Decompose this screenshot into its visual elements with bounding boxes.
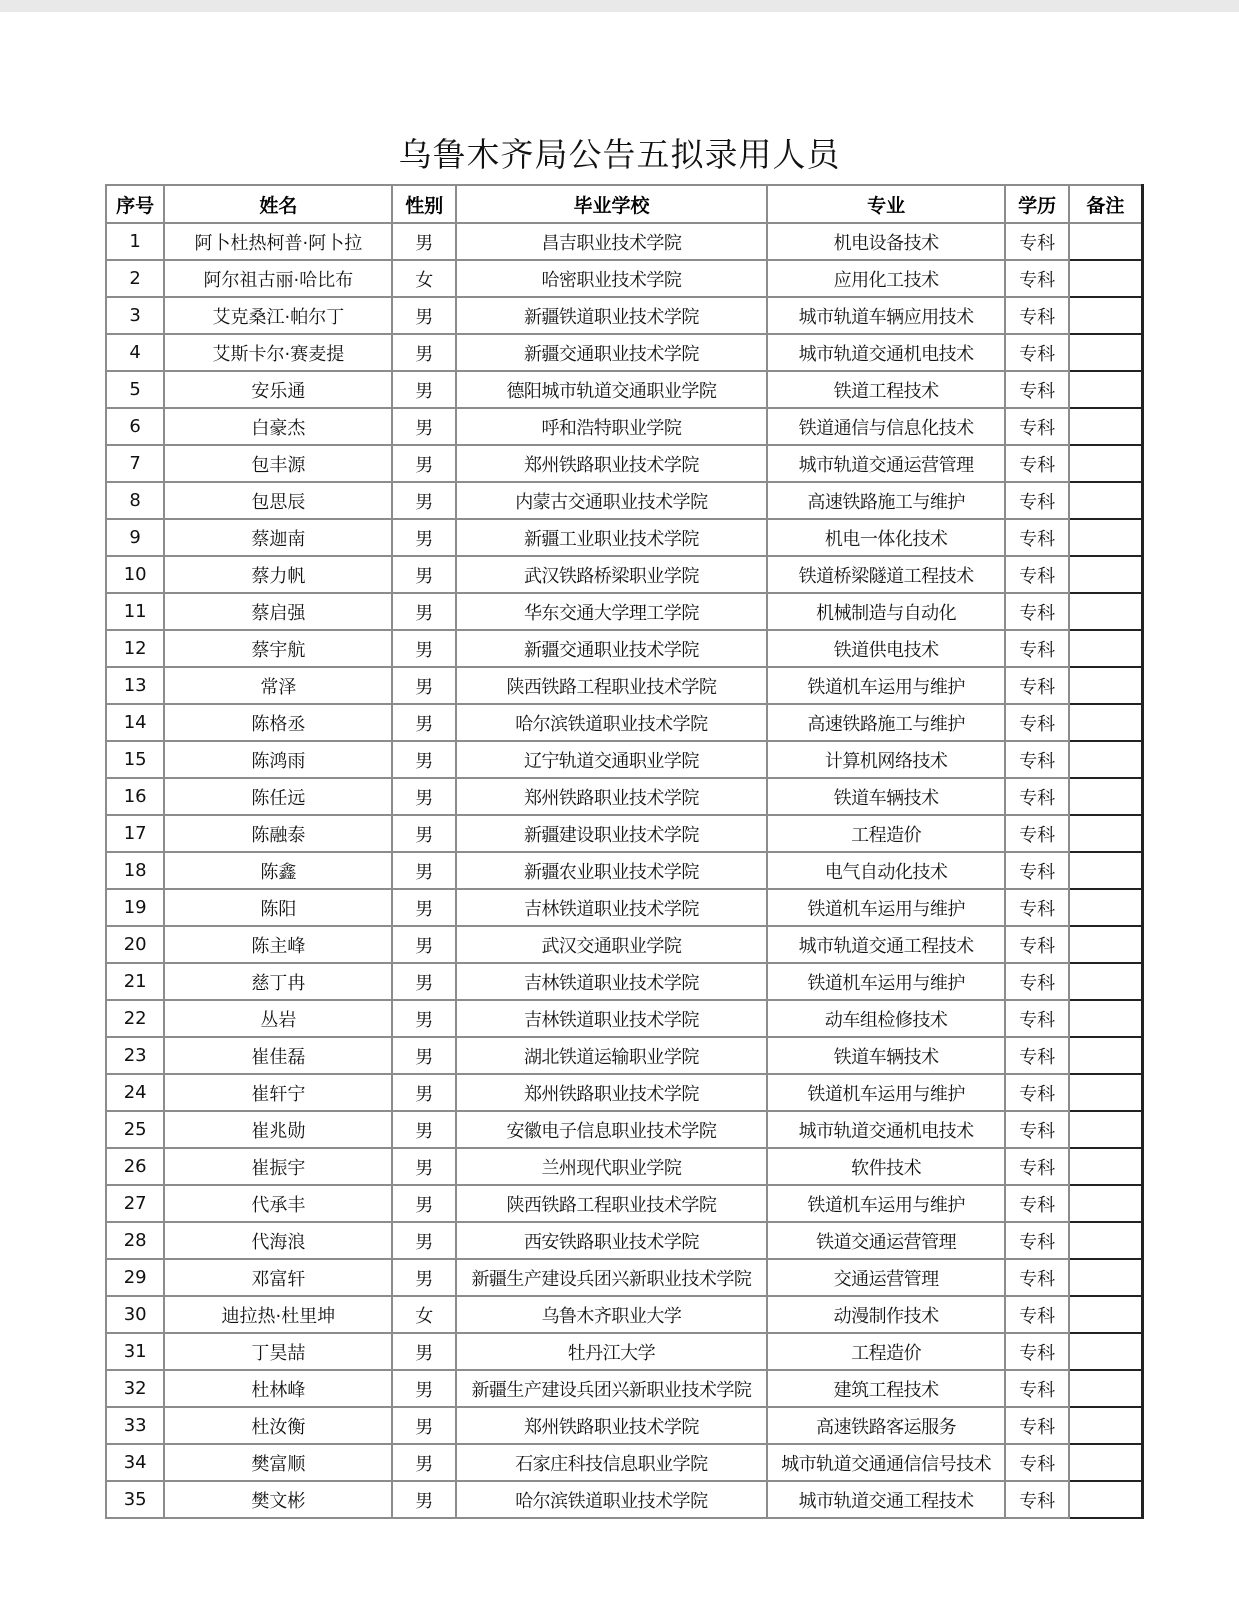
cell-school: 郑州铁路职业技术学院 <box>456 445 767 482</box>
cell-gender: 男 <box>392 223 455 260</box>
cell-school: 昌吉职业技术学院 <box>456 223 767 260</box>
table-row <box>106 482 1143 519</box>
cell-name: 代海浪 <box>164 1222 392 1259</box>
cell-education: 专科 <box>1005 1259 1068 1296</box>
cell-remark <box>1069 408 1143 445</box>
cell-index: 32 <box>106 1370 164 1407</box>
cell-major: 城市轨道交通运营管理 <box>767 445 1005 482</box>
cell-gender: 男 <box>392 1111 455 1148</box>
table-row <box>106 371 1143 408</box>
cell-gender: 男 <box>392 778 455 815</box>
cell-major: 机电设备技术 <box>767 223 1005 260</box>
table-header-row <box>106 185 1143 223</box>
table-row <box>106 297 1143 334</box>
cell-education: 专科 <box>1005 556 1068 593</box>
cell-major: 铁道机车运用与维护 <box>767 963 1005 1000</box>
cell-gender: 男 <box>392 1185 455 1222</box>
cell-gender: 男 <box>392 1074 455 1111</box>
cell-index: 14 <box>106 704 164 741</box>
cell-education: 专科 <box>1005 260 1068 297</box>
cell-major: 铁道交通运营管理 <box>767 1222 1005 1259</box>
cell-name: 包丰源 <box>164 445 392 482</box>
cell-index: 21 <box>106 963 164 1000</box>
cell-education: 专科 <box>1005 519 1068 556</box>
cell-major: 高速铁路客运服务 <box>767 1407 1005 1444</box>
cell-name: 樊文彬 <box>164 1481 392 1518</box>
cell-remark <box>1069 1481 1143 1518</box>
cell-education: 专科 <box>1005 630 1068 667</box>
cell-remark <box>1069 519 1143 556</box>
cell-major: 城市轨道交通通信信号技术 <box>767 1444 1005 1481</box>
cell-education: 专科 <box>1005 1222 1068 1259</box>
cell-remark <box>1069 1407 1143 1444</box>
cell-education: 专科 <box>1005 1185 1068 1222</box>
cell-school: 牡丹江大学 <box>456 1333 767 1370</box>
cell-name: 陈鸿雨 <box>164 741 392 778</box>
table-row <box>106 519 1143 556</box>
cell-name: 崔轩宁 <box>164 1074 392 1111</box>
cell-education: 专科 <box>1005 1333 1068 1370</box>
cell-index: 26 <box>106 1148 164 1185</box>
cell-school: 吉林铁道职业技术学院 <box>456 1000 767 1037</box>
cell-major: 软件技术 <box>767 1148 1005 1185</box>
cell-name: 崔佳磊 <box>164 1037 392 1074</box>
cell-education: 专科 <box>1005 371 1068 408</box>
cell-index: 20 <box>106 926 164 963</box>
cell-major: 铁道车辆技术 <box>767 778 1005 815</box>
cell-education: 专科 <box>1005 593 1068 630</box>
cell-gender: 男 <box>392 889 455 926</box>
cell-school: 武汉铁路桥梁职业学院 <box>456 556 767 593</box>
table-row <box>106 1074 1143 1111</box>
cell-gender: 男 <box>392 445 455 482</box>
cell-index: 22 <box>106 1000 164 1037</box>
table-row <box>106 1222 1143 1259</box>
cell-index: 30 <box>106 1296 164 1333</box>
cell-remark <box>1069 297 1143 334</box>
cell-index: 2 <box>106 260 164 297</box>
cell-education: 专科 <box>1005 445 1068 482</box>
cell-remark <box>1069 593 1143 630</box>
cell-school: 德阳城市轨道交通职业学院 <box>456 371 767 408</box>
cell-education: 专科 <box>1005 852 1068 889</box>
cell-index: 15 <box>106 741 164 778</box>
table-row <box>106 223 1143 260</box>
cell-education: 专科 <box>1005 297 1068 334</box>
cell-name: 代承丰 <box>164 1185 392 1222</box>
cell-gender: 男 <box>392 519 455 556</box>
cell-education: 专科 <box>1005 963 1068 1000</box>
cell-gender: 男 <box>392 704 455 741</box>
cell-school: 新疆铁道职业技术学院 <box>456 297 767 334</box>
cell-major: 城市轨道交通机电技术 <box>767 1111 1005 1148</box>
table-row <box>106 667 1143 704</box>
cell-index: 13 <box>106 667 164 704</box>
cell-name: 陈主峰 <box>164 926 392 963</box>
cell-school: 郑州铁路职业技术学院 <box>456 1074 767 1111</box>
cell-education: 专科 <box>1005 741 1068 778</box>
table-row <box>106 260 1143 297</box>
cell-school: 新疆生产建设兵团兴新职业技术学院 <box>456 1259 767 1296</box>
table-row <box>106 741 1143 778</box>
cell-major: 计算机网络技术 <box>767 741 1005 778</box>
cell-index: 4 <box>106 334 164 371</box>
cell-remark <box>1069 1148 1143 1185</box>
cell-index: 17 <box>106 815 164 852</box>
cell-gender: 男 <box>392 1000 455 1037</box>
cell-remark <box>1069 445 1143 482</box>
cell-name: 常泽 <box>164 667 392 704</box>
cell-remark <box>1069 926 1143 963</box>
cell-school: 安徽电子信息职业技术学院 <box>456 1111 767 1148</box>
table-row <box>106 926 1143 963</box>
cell-name: 杜汝衡 <box>164 1407 392 1444</box>
cell-education: 专科 <box>1005 1037 1068 1074</box>
cell-gender: 女 <box>392 1296 455 1333</box>
cell-education: 专科 <box>1005 778 1068 815</box>
cell-name: 阿卜杜热柯普·阿卜拉 <box>164 223 392 260</box>
table-row <box>106 963 1143 1000</box>
cell-major: 铁道车辆技术 <box>767 1037 1005 1074</box>
cell-education: 专科 <box>1005 408 1068 445</box>
header-gender: 性别 <box>392 185 455 223</box>
cell-index: 8 <box>106 482 164 519</box>
cell-education: 专科 <box>1005 926 1068 963</box>
cell-major: 动车组检修技术 <box>767 1000 1005 1037</box>
table-row <box>106 852 1143 889</box>
cell-name: 陈格丞 <box>164 704 392 741</box>
cell-gender: 男 <box>392 593 455 630</box>
cell-remark <box>1069 482 1143 519</box>
cell-gender: 男 <box>392 556 455 593</box>
cell-index: 29 <box>106 1259 164 1296</box>
cell-name: 崔兆勋 <box>164 1111 392 1148</box>
cell-gender: 男 <box>392 334 455 371</box>
table-body <box>106 223 1143 1518</box>
cell-index: 10 <box>106 556 164 593</box>
table-row <box>106 1259 1143 1296</box>
table-row <box>106 1111 1143 1148</box>
cell-education: 专科 <box>1005 1074 1068 1111</box>
cell-education: 专科 <box>1005 334 1068 371</box>
cell-index: 25 <box>106 1111 164 1148</box>
cell-major: 铁道机车运用与维护 <box>767 889 1005 926</box>
table-row <box>106 704 1143 741</box>
cell-name: 白豪杰 <box>164 408 392 445</box>
cell-school: 郑州铁路职业技术学院 <box>456 778 767 815</box>
cell-school: 哈密职业技术学院 <box>456 260 767 297</box>
cell-remark <box>1069 1222 1143 1259</box>
cell-name: 包思辰 <box>164 482 392 519</box>
cell-major: 城市轨道车辆应用技术 <box>767 297 1005 334</box>
table-row <box>106 334 1143 371</box>
cell-major: 铁道工程技术 <box>767 371 1005 408</box>
cell-gender: 男 <box>392 1037 455 1074</box>
cell-index: 19 <box>106 889 164 926</box>
cell-name: 慈丁冉 <box>164 963 392 1000</box>
cell-major: 城市轨道交通机电技术 <box>767 334 1005 371</box>
cell-major: 铁道供电技术 <box>767 630 1005 667</box>
table-row <box>106 778 1143 815</box>
cell-school: 吉林铁道职业技术学院 <box>456 963 767 1000</box>
cell-school: 呼和浩特职业学院 <box>456 408 767 445</box>
table-row <box>106 593 1143 630</box>
cell-gender: 男 <box>392 482 455 519</box>
cell-index: 34 <box>106 1444 164 1481</box>
cell-name: 安乐通 <box>164 371 392 408</box>
cell-remark <box>1069 815 1143 852</box>
header-education: 学历 <box>1005 185 1068 223</box>
cell-gender: 男 <box>392 741 455 778</box>
header-major: 专业 <box>767 185 1005 223</box>
cell-major: 工程造价 <box>767 815 1005 852</box>
cell-school: 石家庄科技信息职业学院 <box>456 1444 767 1481</box>
header-name: 姓名 <box>164 185 392 223</box>
cell-major: 铁道机车运用与维护 <box>767 667 1005 704</box>
cell-remark <box>1069 1185 1143 1222</box>
cell-remark <box>1069 1000 1143 1037</box>
table-row <box>106 1000 1143 1037</box>
cell-major: 铁道机车运用与维护 <box>767 1074 1005 1111</box>
cell-education: 专科 <box>1005 1444 1068 1481</box>
table-row <box>106 815 1143 852</box>
cell-school: 新疆工业职业技术学院 <box>456 519 767 556</box>
cell-education: 专科 <box>1005 1370 1068 1407</box>
cell-education: 专科 <box>1005 704 1068 741</box>
cell-index: 27 <box>106 1185 164 1222</box>
cell-remark <box>1069 1037 1143 1074</box>
page-title: 乌鲁木齐局公告五拟录用人员 <box>398 135 841 174</box>
cell-major: 铁道通信与信息化技术 <box>767 408 1005 445</box>
cell-index: 6 <box>106 408 164 445</box>
cell-name: 陈任远 <box>164 778 392 815</box>
table-row <box>106 1296 1143 1333</box>
cell-education: 专科 <box>1005 667 1068 704</box>
cell-school: 新疆农业职业技术学院 <box>456 852 767 889</box>
cell-name: 迪拉热·杜里坤 <box>164 1296 392 1333</box>
cell-remark <box>1069 260 1143 297</box>
cell-major: 工程造价 <box>767 1333 1005 1370</box>
cell-major: 电气自动化技术 <box>767 852 1005 889</box>
cell-name: 丁昊喆 <box>164 1333 392 1370</box>
cell-name: 蔡启强 <box>164 593 392 630</box>
cell-remark <box>1069 852 1143 889</box>
cell-name: 丛岩 <box>164 1000 392 1037</box>
table-row <box>106 1148 1143 1185</box>
cell-education: 专科 <box>1005 482 1068 519</box>
table-row <box>106 408 1143 445</box>
cell-major: 城市轨道交通工程技术 <box>767 926 1005 963</box>
cell-remark <box>1069 778 1143 815</box>
cell-education: 专科 <box>1005 1407 1068 1444</box>
table-row <box>106 1370 1143 1407</box>
cell-name: 陈融泰 <box>164 815 392 852</box>
cell-gender: 男 <box>392 1407 455 1444</box>
cell-education: 专科 <box>1005 1296 1068 1333</box>
cell-remark <box>1069 704 1143 741</box>
cell-gender: 男 <box>392 926 455 963</box>
cell-school: 辽宁轨道交通职业学院 <box>456 741 767 778</box>
cell-school: 湖北铁道运输职业学院 <box>456 1037 767 1074</box>
header-index: 序号 <box>106 185 164 223</box>
cell-name: 蔡力帆 <box>164 556 392 593</box>
cell-remark <box>1069 630 1143 667</box>
cell-gender: 男 <box>392 1444 455 1481</box>
cell-school: 内蒙古交通职业技术学院 <box>456 482 767 519</box>
candidate-table <box>105 184 1144 1519</box>
cell-major: 应用化工技术 <box>767 260 1005 297</box>
cell-name: 陈阳 <box>164 889 392 926</box>
cell-gender: 男 <box>392 815 455 852</box>
cell-name: 杜林峰 <box>164 1370 392 1407</box>
cell-school: 西安铁路职业技术学院 <box>456 1222 767 1259</box>
cell-name: 艾克桑江·帕尔丁 <box>164 297 392 334</box>
cell-school: 新疆交通职业技术学院 <box>456 334 767 371</box>
cell-remark <box>1069 1444 1143 1481</box>
cell-school: 陕西铁路工程职业技术学院 <box>456 667 767 704</box>
cell-major: 铁道机车运用与维护 <box>767 1185 1005 1222</box>
cell-education: 专科 <box>1005 815 1068 852</box>
cell-remark <box>1069 1370 1143 1407</box>
cell-gender: 男 <box>392 1333 455 1370</box>
cell-school: 陕西铁路工程职业技术学院 <box>456 1185 767 1222</box>
cell-remark <box>1069 667 1143 704</box>
cell-education: 专科 <box>1005 1111 1068 1148</box>
cell-education: 专科 <box>1005 223 1068 260</box>
table-row <box>106 1444 1143 1481</box>
cell-school: 新疆建设职业技术学院 <box>456 815 767 852</box>
cell-remark <box>1069 1259 1143 1296</box>
cell-school: 兰州现代职业学院 <box>456 1148 767 1185</box>
cell-gender: 男 <box>392 371 455 408</box>
table-row <box>106 630 1143 667</box>
cell-major: 动漫制作技术 <box>767 1296 1005 1333</box>
cell-gender: 男 <box>392 1481 455 1518</box>
cell-index: 18 <box>106 852 164 889</box>
cell-gender: 男 <box>392 297 455 334</box>
cell-remark <box>1069 223 1143 260</box>
cell-education: 专科 <box>1005 1148 1068 1185</box>
cell-major: 交通运营管理 <box>767 1259 1005 1296</box>
cell-index: 1 <box>106 223 164 260</box>
cell-index: 23 <box>106 1037 164 1074</box>
cell-remark <box>1069 741 1143 778</box>
cell-gender: 男 <box>392 963 455 1000</box>
cell-major: 机电一体化技术 <box>767 519 1005 556</box>
cell-remark <box>1069 1296 1143 1333</box>
cell-education: 专科 <box>1005 1000 1068 1037</box>
cell-index: 12 <box>106 630 164 667</box>
cell-school: 郑州铁路职业技术学院 <box>456 1407 767 1444</box>
cell-major: 高速铁路施工与维护 <box>767 482 1005 519</box>
cell-index: 11 <box>106 593 164 630</box>
cell-index: 5 <box>106 371 164 408</box>
table-row <box>106 1037 1143 1074</box>
cell-school: 哈尔滨铁道职业技术学院 <box>456 1481 767 1518</box>
cell-school: 哈尔滨铁道职业技术学院 <box>456 704 767 741</box>
cell-index: 31 <box>106 1333 164 1370</box>
table-row <box>106 445 1143 482</box>
cell-major: 城市轨道交通工程技术 <box>767 1481 1005 1518</box>
cell-name: 陈鑫 <box>164 852 392 889</box>
cell-name: 邓富轩 <box>164 1259 392 1296</box>
cell-gender: 男 <box>392 630 455 667</box>
header-remark: 备注 <box>1069 185 1143 223</box>
cell-education: 专科 <box>1005 889 1068 926</box>
viewer-top-bar <box>0 0 1239 12</box>
cell-gender: 男 <box>392 1148 455 1185</box>
cell-name: 阿尔祖古丽·哈比布 <box>164 260 392 297</box>
cell-school: 新疆交通职业技术学院 <box>456 630 767 667</box>
cell-index: 9 <box>106 519 164 556</box>
cell-gender: 男 <box>392 1370 455 1407</box>
cell-name: 艾斯卡尔·赛麦提 <box>164 334 392 371</box>
cell-gender: 男 <box>392 408 455 445</box>
cell-major: 高速铁路施工与维护 <box>767 704 1005 741</box>
cell-index: 33 <box>106 1407 164 1444</box>
cell-remark <box>1069 889 1143 926</box>
table-row <box>106 1407 1143 1444</box>
table-row <box>106 1481 1143 1518</box>
cell-index: 35 <box>106 1481 164 1518</box>
table-row <box>106 1333 1143 1370</box>
cell-gender: 男 <box>392 1259 455 1296</box>
cell-gender: 男 <box>392 852 455 889</box>
cell-gender: 男 <box>392 1222 455 1259</box>
cell-major: 建筑工程技术 <box>767 1370 1005 1407</box>
cell-gender: 男 <box>392 667 455 704</box>
cell-remark <box>1069 1074 1143 1111</box>
cell-remark <box>1069 963 1143 1000</box>
cell-name: 樊富顺 <box>164 1444 392 1481</box>
cell-major: 机械制造与自动化 <box>767 593 1005 630</box>
header-school: 毕业学校 <box>456 185 767 223</box>
cell-name: 蔡宇航 <box>164 630 392 667</box>
cell-name: 崔振宇 <box>164 1148 392 1185</box>
cell-school: 乌鲁木齐职业大学 <box>456 1296 767 1333</box>
cell-school: 吉林铁道职业技术学院 <box>456 889 767 926</box>
cell-remark <box>1069 556 1143 593</box>
cell-school: 新疆生产建设兵团兴新职业技术学院 <box>456 1370 767 1407</box>
cell-index: 7 <box>106 445 164 482</box>
cell-remark <box>1069 371 1143 408</box>
cell-school: 武汉交通职业学院 <box>456 926 767 963</box>
cell-name: 蔡迦南 <box>164 519 392 556</box>
cell-gender: 女 <box>392 260 455 297</box>
cell-remark <box>1069 334 1143 371</box>
table-row <box>106 556 1143 593</box>
table-row <box>106 889 1143 926</box>
cell-index: 24 <box>106 1074 164 1111</box>
cell-index: 28 <box>106 1222 164 1259</box>
cell-remark <box>1069 1111 1143 1148</box>
cell-index: 16 <box>106 778 164 815</box>
table-row <box>106 1185 1143 1222</box>
cell-major: 铁道桥梁隧道工程技术 <box>767 556 1005 593</box>
cell-school: 华东交通大学理工学院 <box>456 593 767 630</box>
cell-index: 3 <box>106 297 164 334</box>
cell-education: 专科 <box>1005 1481 1068 1518</box>
cell-remark <box>1069 1333 1143 1370</box>
